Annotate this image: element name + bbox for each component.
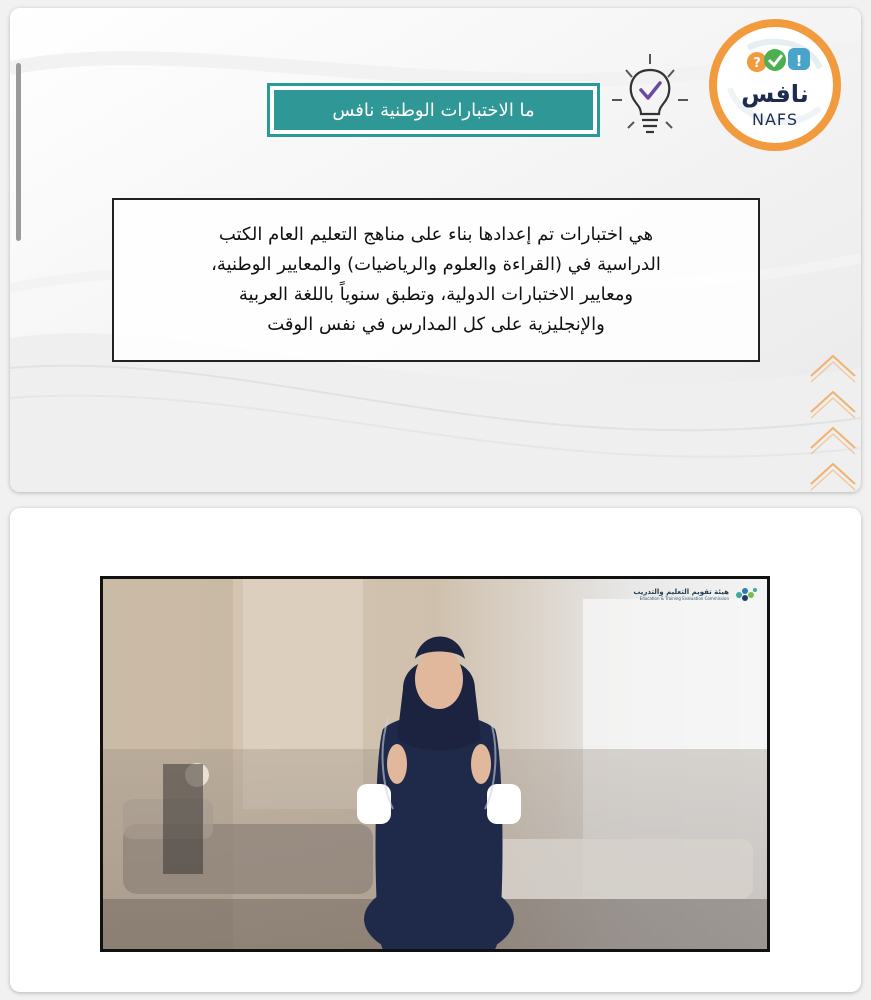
slide-title: ما الاختبارات الوطنية نافس [274, 90, 593, 130]
etec-watermark-english: Education & Training Evaluation Commission [639, 595, 729, 601]
nafs-logo-arabic: نافس [741, 80, 809, 108]
description-line: هي اختبارات تم إعدادها بناء على مناهج التعليم العام الكتب [218, 224, 654, 245]
chevron-up-icon [807, 350, 859, 492]
nafs-logo [708, 18, 842, 152]
video-player[interactable] [100, 576, 770, 952]
nafs-logo-english: NAFS [752, 110, 798, 129]
lightbulb-check-icon [610, 50, 690, 140]
description-line: والإنجليزية على كل المدارس في نفس الوقت [267, 314, 605, 335]
description-line: ومعايير الاختبارات الدولية، وتطبق سنوياً باللغة العربية [238, 284, 634, 305]
slide-title-box [267, 83, 600, 137]
svg-text:?: ? [753, 56, 761, 71]
svg-text:!: ! [795, 52, 803, 70]
etec-logo-icon [733, 585, 759, 603]
etec-watermark-arabic: هيئة تقويم التعليم والتدريب [633, 587, 729, 596]
description-box [112, 198, 760, 362]
etec-logo [633, 585, 759, 603]
description-text [166, 220, 706, 340]
slide-card [10, 8, 861, 492]
video-card [10, 508, 861, 992]
video-frame-image [103, 579, 767, 949]
scrollbar-thumb[interactable] [16, 63, 21, 241]
description-line: الدراسية في (القراءة والعلوم والرياضيات) والمعايير الوطنية، [211, 254, 661, 275]
